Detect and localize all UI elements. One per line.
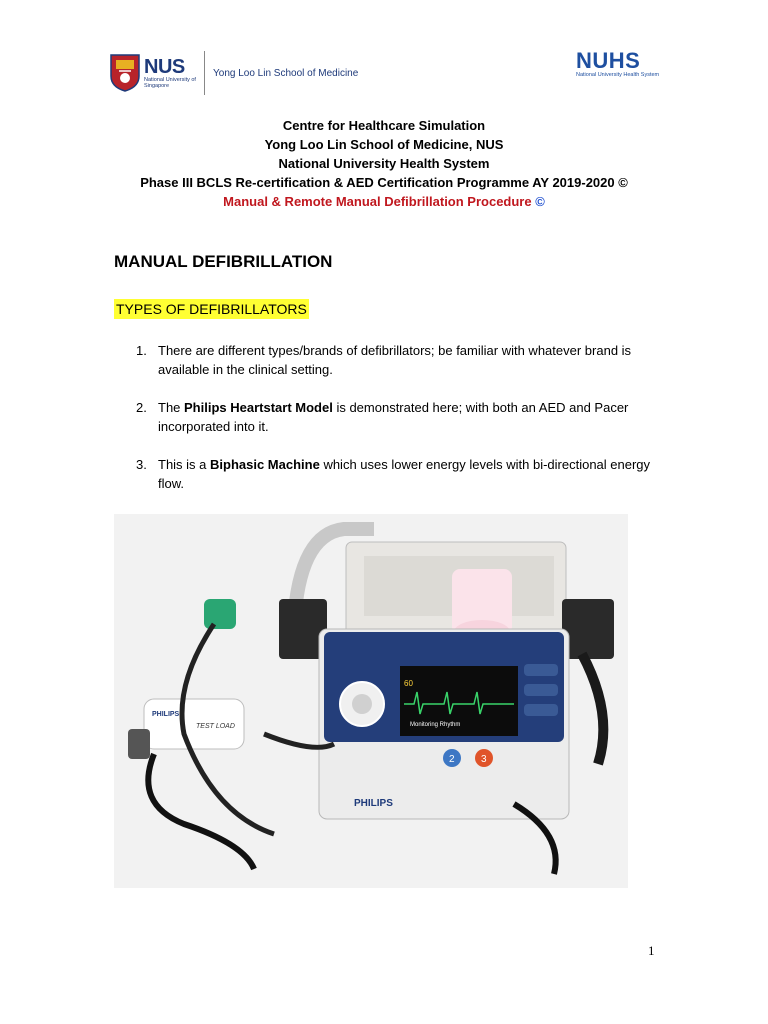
list-item-text: There are different types/brands of defibrillators; be familiar with whatever brand is available in the clinical setting. bbox=[158, 343, 632, 377]
document-title-block bbox=[0, 116, 768, 211]
nuhs-logo-text: NUHS bbox=[576, 48, 641, 73]
test-load-brand: PHILIPS bbox=[152, 711, 180, 718]
title-line-2: Yong Loo Lin School of Medicine, NUS bbox=[264, 137, 504, 152]
bold-term: Biphasic Machine bbox=[210, 457, 320, 472]
nus-logo bbox=[110, 50, 358, 96]
nus-logo-subtext: National University of Singapore bbox=[144, 76, 196, 89]
list-item-number: 2. bbox=[136, 400, 147, 415]
button-2-label: 2 bbox=[449, 754, 455, 765]
nuhs-logo bbox=[576, 50, 659, 79]
defibrillator-photo bbox=[114, 514, 628, 888]
title-line-5 bbox=[0, 192, 768, 211]
bold-term: Philips Heartstart Model bbox=[184, 400, 333, 415]
school-name: Yong Loo Lin School of Medicine bbox=[213, 67, 359, 79]
list-item bbox=[136, 341, 656, 379]
title-line-4: Phase III BCLS Re-certification & AED Certification Programme AY 2019-2020 © bbox=[140, 175, 628, 190]
list-item-text: This is a Biphasic Machine which uses lower energy levels with bi-directional energy flow. bbox=[158, 457, 651, 491]
nus-crest-icon bbox=[110, 54, 140, 92]
procedure-title: Manual & Remote Manual Defibrillation Procedure bbox=[223, 194, 532, 209]
section-heading: MANUAL DEFIBRILLATION bbox=[114, 252, 333, 271]
device-brand: PHILIPS bbox=[354, 798, 393, 809]
list-item-number: 3. bbox=[136, 457, 147, 472]
screen-heart-rate: 60 bbox=[404, 679, 413, 688]
title-line-3: National University Health System bbox=[278, 156, 490, 171]
nuhs-logo-subtext: National University Health System bbox=[576, 72, 660, 78]
screen-label: Monitoring Rhythm bbox=[410, 722, 461, 728]
highlighted-subheading: TYPES OF DEFIBRILLATORS bbox=[116, 301, 307, 317]
page-number: 1 bbox=[648, 943, 655, 958]
numbered-list bbox=[136, 341, 656, 512]
list-item-text: The Philips Heartstart Model is demonstrated here; with both an AED and Pacer incorporated into it. bbox=[158, 400, 629, 434]
nus-logo-text: NUS bbox=[144, 55, 185, 78]
logo-divider bbox=[204, 51, 205, 95]
list-item bbox=[136, 398, 656, 436]
title-line-1: Centre for Healthcare Simulation bbox=[282, 118, 486, 133]
list-item bbox=[136, 455, 656, 493]
defibrillator-illustration bbox=[114, 514, 628, 888]
copyright-symbol: © bbox=[535, 194, 545, 209]
list-item-number: 1. bbox=[136, 343, 147, 358]
test-load-label: TEST LOAD bbox=[196, 723, 235, 730]
button-3-label: 3 bbox=[481, 754, 487, 765]
